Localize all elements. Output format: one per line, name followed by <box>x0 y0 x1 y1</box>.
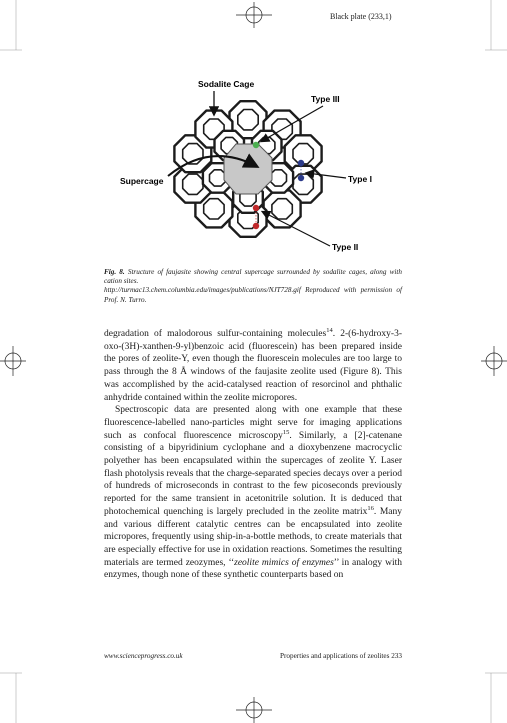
caption-label: Fig. 8. <box>104 268 125 276</box>
caption-text: Structure of faujasite showing central supercage surrounded by sodalite cages, along with cation sites. <box>104 268 403 286</box>
reference-15: 15 <box>282 428 290 436</box>
cation-site-type-ii-upper <box>253 205 259 211</box>
sodalite-cage-inner-window <box>210 170 226 186</box>
reference-14: 14 <box>326 327 333 334</box>
cation-site-type-ii-lower <box>253 223 259 229</box>
trim-mark-right <box>477 0 507 723</box>
trim-mark-left <box>0 0 30 723</box>
label-type-i: Type I <box>348 174 372 184</box>
cation-site-type-i-upper <box>298 160 304 166</box>
sodalite-cage-window <box>272 199 292 219</box>
label-sodalite-cage: Sodalite Cage <box>198 79 255 89</box>
registration-mark-bottom <box>236 697 272 723</box>
paragraph-1: degradation of malodorous sulfur-containing molecules$^{14}$. 2-(6-hydroxy-3-oxo-(3H)-xanthen-9-yl)benzoic acid (fluorescein) has been prepared inside the pores of zeolite-Y, even though the fluorescein molecules are too large to pass through the 8 Å windows of the faujasite zeolite used (Figure 8). This was accomplished by the acid-catalysed reaction of resorcinol and phthalic anhydride contained within the zeolite micropores. <box>104 327 402 403</box>
footer-website[interactable]: www.scienceprogress.co.uk <box>104 652 183 660</box>
caption-url[interactable]: http://turmac13.chem.columbia.edu/images/publications/NJT728.gif <box>104 286 301 295</box>
supercage-shading <box>224 144 272 194</box>
sodalite-cage-window <box>238 110 258 130</box>
sodalite-cage-window <box>183 174 203 194</box>
footer-running-title: Properties and applications of zeolites 233 <box>280 652 402 660</box>
label-supercage: Supercage <box>120 176 164 186</box>
registration-mark-top <box>236 2 272 28</box>
caption-credit: Reproduced with permission of Prof. N. Turro. <box>104 286 402 304</box>
emphasis-zeolite-mimics: zeolite mimics of enzymes <box>234 557 334 568</box>
body-text <box>104 328 402 582</box>
page-footer <box>104 652 402 660</box>
sodalite-cage-window <box>204 199 224 219</box>
paragraph-2: Spectroscopic data are presented along with one example that these fluorescence-labelled nano-particles might serve for imaging applications such as confocal fluorescence microscopy$^{15}$. Similarly, a [2]-catenane consisting of a bipyridinium cyclophane and a dioxybenzene macrocyclic polyether has been encapsulated within the supercages of zeolite Y. Laser flash photolysis reveals that the charge-separated species decays over a period of hundreds of microseconds in contrast to the few picoseconds previously reported for the same transient in acetonitrile solution. It is deduced that photochemical quenching is largely precluded in the zeolite matrix$^{16}$. Many and various different catalytic centres can be encapsulated into zeolite micropores, frequently using ship-in-a-bottle methods, to create materials that are especially effective for use in oxidation reactions. Sometimes the resulting materials are termed zeozymes, ‘‘zeolite mimics of enzymes’’ in analogy with enzymes, though none of these synthetic counterparts based on <box>104 405 402 581</box>
label-type-ii: Type II <box>332 242 359 252</box>
plate-label: Black plate (233,1) <box>330 12 392 21</box>
figure-caption <box>104 268 402 305</box>
faujasite-figure <box>110 72 400 262</box>
sodalite-cage-inner-window <box>270 170 286 186</box>
cation-site-type-iii <box>253 142 259 148</box>
label-type-iii: Type III <box>311 94 340 104</box>
reference-16: 16 <box>367 504 374 512</box>
cation-site-type-i-lower <box>298 175 304 181</box>
